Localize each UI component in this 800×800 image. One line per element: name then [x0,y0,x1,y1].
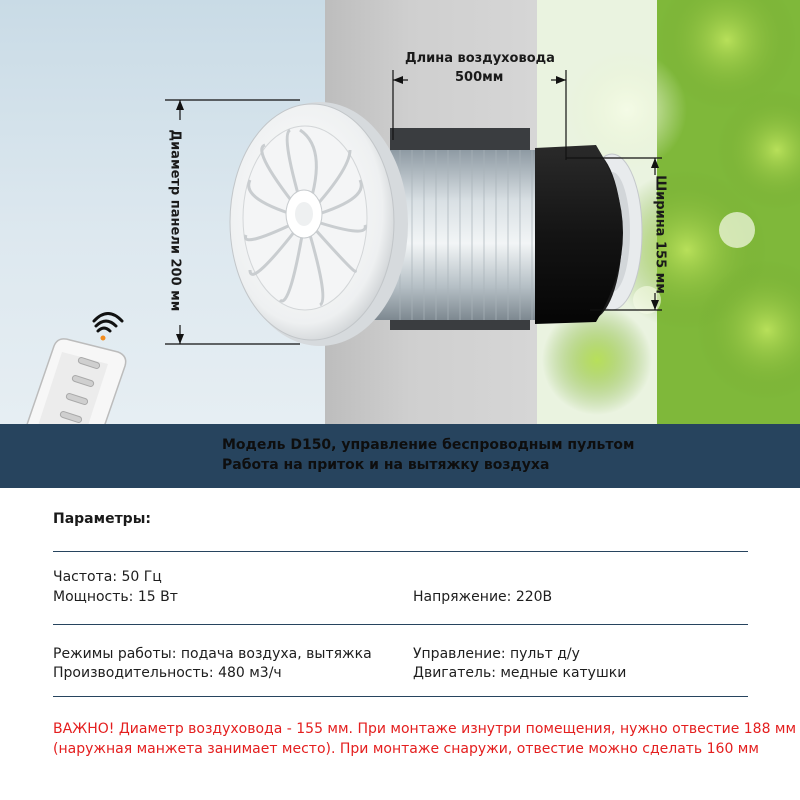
wifi-signal-icon [94,314,122,332]
param-motor: Двигатель: медные катушки [413,665,627,681]
caption-band [0,424,800,488]
warning-line-2: (наружная манжета занимает место). При монтаже снаружи, отвестие можно сделать 160 мм [53,741,759,757]
param-performance: Производительность: 480 м3/ч [53,665,282,681]
param-voltage: Напряжение: 220В [413,589,553,605]
duct-length-label: Длина воздуховода [405,51,555,66]
width-label: Ширина 155 мм [652,175,668,294]
duct-length-value: 500мм [455,70,504,85]
param-modes: Режимы работы: подача воздуха, вытяжка [53,646,372,662]
param-control: Управление: пульт д/у [413,646,580,662]
divider [53,551,748,552]
parameters-title: Параметры: [53,511,151,527]
param-frequency: Частота: 50 Гц [53,569,162,585]
warning-line-1: ВАЖНО! Диаметр воздуховода - 155 мм. При монтаже изнутри помещения, нужно отвестие 188 мм [53,721,797,737]
caption-line-1: Модель D150, управление беспроводным пультом [222,437,635,453]
caption-line-2: Работа на приток и на вытяжку воздуха [222,457,550,473]
panel-diameter-label: Диаметр панели 200 мм [167,129,183,312]
remote-control-illustration [20,336,125,425]
divider [53,624,748,625]
divider [53,696,748,697]
param-power: Мощность: 15 Вт [53,589,178,605]
